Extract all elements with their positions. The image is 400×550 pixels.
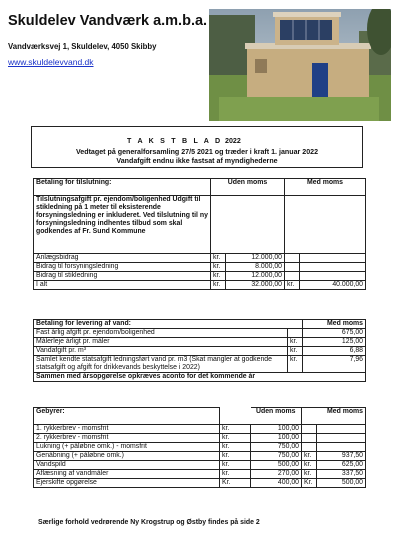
row-label: Bidrag til forsyningsledning: [34, 263, 211, 272]
currency-label: [285, 254, 300, 263]
amount-med-moms: [317, 434, 366, 443]
amount-uden-moms: 12.000,00: [226, 254, 285, 263]
currency-label: kr.: [220, 470, 251, 479]
row-label: I alt: [34, 281, 211, 290]
table-row: [34, 443, 366, 452]
connection-description: Tilslutningsafgift pr. ejendom/boligenhed Udgift til stikledning på 1 meter til eksisterende forsyningsledning er inkluderet. Ved tilslutning til ny forsyningsledning indhentes tilbud som skal godkendes af Fr. Sund Kommune: [34, 196, 211, 254]
amount-med-moms: 7,96: [303, 356, 366, 373]
currency-label: kr.: [288, 356, 303, 373]
empty-cell: [285, 196, 366, 254]
currency-label: kr.: [285, 281, 300, 290]
row-label: Fast årlig afgift pr. ejendom/boligenhed: [34, 329, 288, 338]
row-label: 1. rykkerbrev - momsfrit: [34, 425, 220, 434]
amount-med-moms: 337,50: [317, 470, 366, 479]
amount-uden-moms: 32.000,00: [226, 281, 285, 290]
column-header-uden-moms: Uden moms: [211, 179, 285, 196]
row-label: Målerleje årligt pr. måler: [34, 338, 288, 347]
waterworks-building-image: [209, 9, 391, 121]
table-row: [34, 356, 366, 373]
column-header-med-moms: Med moms: [302, 408, 366, 425]
section-title: Gebyrer:: [34, 408, 220, 425]
amount-uden-moms: 750,00: [251, 443, 302, 452]
amount-uden-moms: 8.000,00: [226, 263, 285, 272]
table-header-row: [34, 408, 366, 425]
amount-med-moms: 937,50: [317, 452, 366, 461]
currency-label: kr.: [220, 452, 251, 461]
column-header-med-moms: Med moms: [303, 320, 366, 329]
website-link[interactable]: www.skuldelevvand.dk: [8, 57, 94, 67]
empty-cell: [220, 408, 251, 425]
amount-med-moms: 675,00: [303, 329, 366, 338]
currency-label: kr.: [220, 425, 251, 434]
table-row: [34, 329, 366, 338]
column-header-uden-moms: Uden moms: [251, 408, 302, 425]
row-label: Genåbning (+ påløbne omk.): [34, 452, 220, 461]
currency-label: kr.: [220, 443, 251, 452]
row-label: 2. rykkerbrev - momsfrit: [34, 434, 220, 443]
table-row: [34, 338, 366, 347]
table-row: [34, 470, 366, 479]
table-row: [34, 452, 366, 461]
footer-note: Særlige forhold vedrørende Ny Krogstrup og Østby findes på side 2: [38, 519, 260, 526]
currency-label: [288, 329, 303, 338]
fees-table: [33, 407, 366, 488]
currency-label: kr.: [220, 434, 251, 443]
waterworks-photo: [209, 9, 391, 121]
connection-fees-table: [33, 178, 366, 290]
row-label: Samlet kendte statsafgift ledningsført vand pr. m3 (Skat mangler at godkende statsafgift og afgift for drikkevands beskyttelse i 2022): [34, 356, 288, 373]
table-header-row: [34, 179, 366, 196]
organization-address: Vandværksvej 1, Skuldelev, 4050 Skibby: [8, 42, 157, 51]
table-row: [34, 461, 366, 470]
currency-label: [302, 443, 317, 452]
row-label: Ejerskifte opgørelse: [34, 479, 220, 488]
table-row: [34, 479, 366, 488]
amount-uden-moms: 100,00: [251, 425, 302, 434]
row-label: Vandafgift pr. m³: [34, 347, 288, 356]
section-title: Betaling for levering af vand:: [34, 320, 303, 329]
table-row: [34, 425, 366, 434]
table-row: [34, 254, 366, 263]
amount-uden-moms: 500,00: [251, 461, 302, 470]
takstblad-title: T A K S T B L A D: [127, 137, 223, 145]
note-row: [34, 373, 366, 382]
takstblad-box: [31, 126, 363, 168]
amount-med-moms: [300, 263, 366, 272]
row-label: Bidrag til stikledning: [34, 272, 211, 281]
currency-label: kr.: [288, 338, 303, 347]
currency-label: kr.: [288, 347, 303, 356]
column-header-med-moms: Med moms: [285, 179, 366, 196]
amount-uden-moms: 270,00: [251, 470, 302, 479]
table-header-row: [34, 320, 366, 329]
row-label: Vandspild: [34, 461, 220, 470]
water-supply-fees-table: [33, 319, 366, 382]
organization-name: Skuldelev Vandværk a.m.b.a.: [8, 13, 208, 29]
table-row: [34, 434, 366, 443]
currency-label: [302, 425, 317, 434]
currency-label: kr.: [302, 470, 317, 479]
currency-label: kr.: [211, 281, 226, 290]
amount-med-moms: 500,00: [317, 479, 366, 488]
row-label: Lukning (+ påløbne omk.) - momsfrit: [34, 443, 220, 452]
amount-uden-moms: 100,00: [251, 434, 302, 443]
currency-label: [285, 272, 300, 281]
description-row: [34, 196, 366, 254]
currency-label: kr.: [302, 461, 317, 470]
currency-label: Kr.: [220, 479, 251, 488]
amount-med-moms: [317, 425, 366, 434]
amount-med-moms: 125,00: [303, 338, 366, 347]
takstblad-adoption-note: Vedtaget på generalforsamling 27/5 2021 og træder i kraft 1. januar 2022: [75, 148, 319, 156]
total-row: [34, 281, 366, 290]
row-label: Aflæsning af vandmåler: [34, 470, 220, 479]
currency-label: kr.: [302, 452, 317, 461]
currency-label: kr.: [220, 461, 251, 470]
currency-label: kr.: [211, 254, 226, 263]
takstblad-tax-note: Vandafgift endnu ikke fastsat af myndighederne: [116, 157, 278, 165]
amount-med-moms: [300, 254, 366, 263]
amount-uden-moms: 750,00: [251, 452, 302, 461]
table-row: [34, 263, 366, 272]
currency-label: [302, 434, 317, 443]
currency-label: kr.: [211, 272, 226, 281]
table-row: [34, 272, 366, 281]
amount-med-moms: [300, 272, 366, 281]
section-title: Betaling for tilslutning:: [34, 179, 211, 196]
amount-uden-moms: 12.000,00: [226, 272, 285, 281]
amount-med-moms: 625,00: [317, 461, 366, 470]
aconto-note: Sammen med årsopgørelse opkræves aconto for det kommende år: [34, 373, 366, 382]
currency-label: [285, 263, 300, 272]
takstblad-year: 2022: [225, 137, 241, 145]
amount-med-moms: 40.000,00: [300, 281, 366, 290]
currency-label: Kr.: [302, 479, 317, 488]
amount-med-moms: [317, 443, 366, 452]
table-row: [34, 347, 366, 356]
currency-label: kr.: [211, 263, 226, 272]
row-label: Anlægsbidrag: [34, 254, 211, 263]
amount-med-moms: 6,88: [303, 347, 366, 356]
empty-cell: [211, 196, 285, 254]
amount-uden-moms: 400,00: [251, 479, 302, 488]
